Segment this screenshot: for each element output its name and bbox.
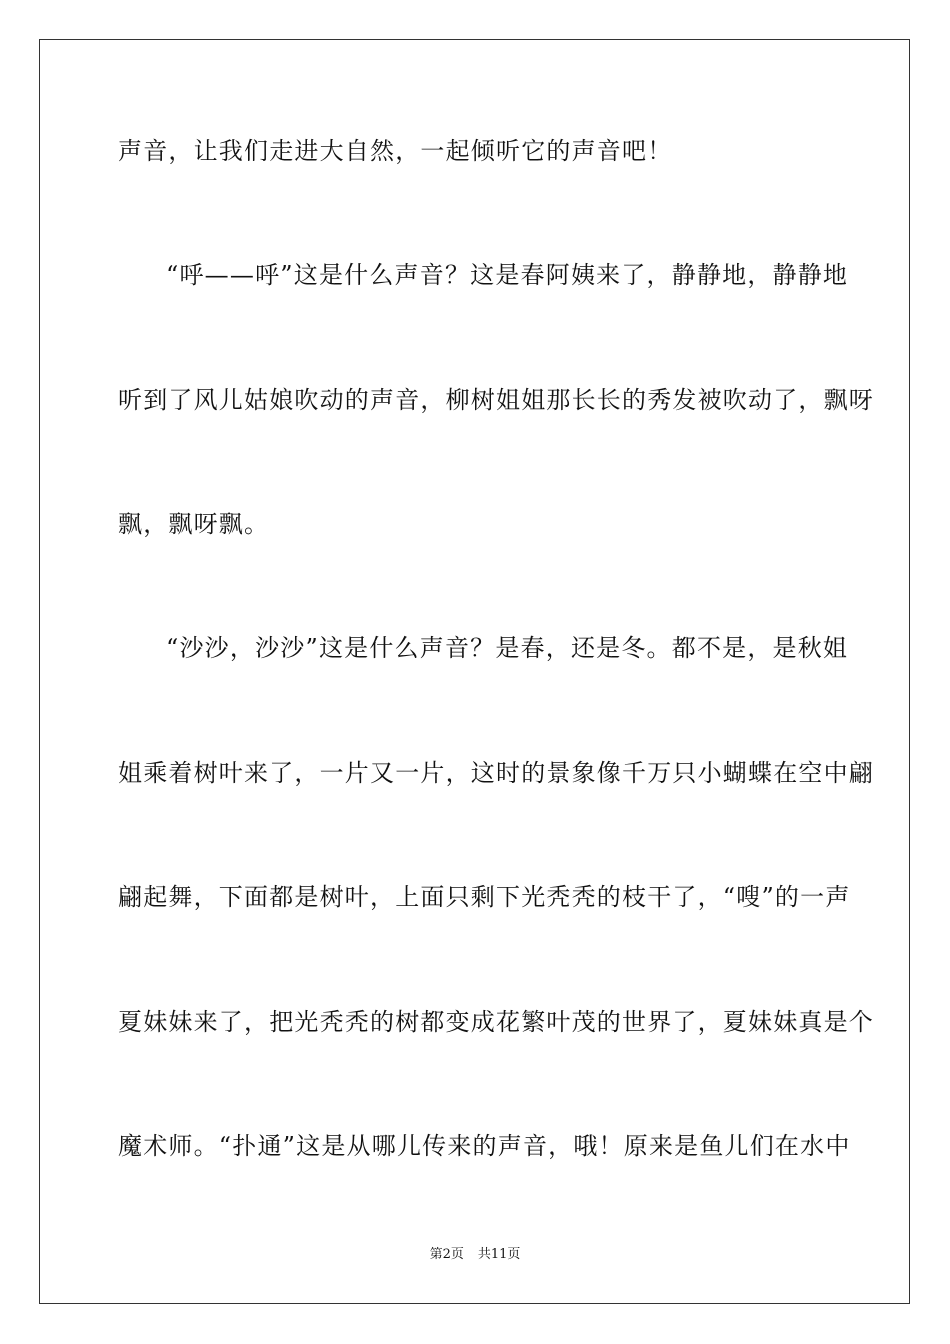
text-line-1: 声音，让我们走进大自然，一起倾听它的声音吧！ bbox=[118, 137, 673, 165]
text-line-2: “呼——呼”这是什么声音？这是春阿姨来了，静静地，静静地 bbox=[166, 261, 849, 289]
text-line-8: 夏妹妹来了，把光秃秃的树都变成花繁叶茂的世界了，夏妹妹真是个 bbox=[118, 1008, 874, 1036]
text-line-5: “沙沙，沙沙”这是什么声音？是春，还是冬。都不是，是秋姐 bbox=[166, 634, 849, 662]
text-line-4: 飘，飘呀飘。 bbox=[118, 510, 270, 538]
page-number: 第2页 bbox=[429, 1247, 464, 1262]
page-total: 共11页 bbox=[477, 1247, 521, 1262]
page-border bbox=[39, 39, 910, 1304]
text-line-6: 姐乘着树叶来了，一片又一片，这时的景象像千万只小蝴蝶在空中翩 bbox=[118, 759, 874, 787]
text-line-9: 魔术师。“扑通”这是从哪儿传来的声音，哦！原来是鱼儿们在水中 bbox=[118, 1132, 851, 1160]
page-footer bbox=[0, 1246, 950, 1264]
text-line-7: 翩起舞，下面都是树叶，上面只剩下光秃秃的枝干了，“嗖”的一声 bbox=[118, 883, 851, 911]
text-line-3: 听到了风儿姑娘吹动的声音，柳树姐姐那长长的秀发被吹动了，飘呀 bbox=[118, 386, 874, 414]
